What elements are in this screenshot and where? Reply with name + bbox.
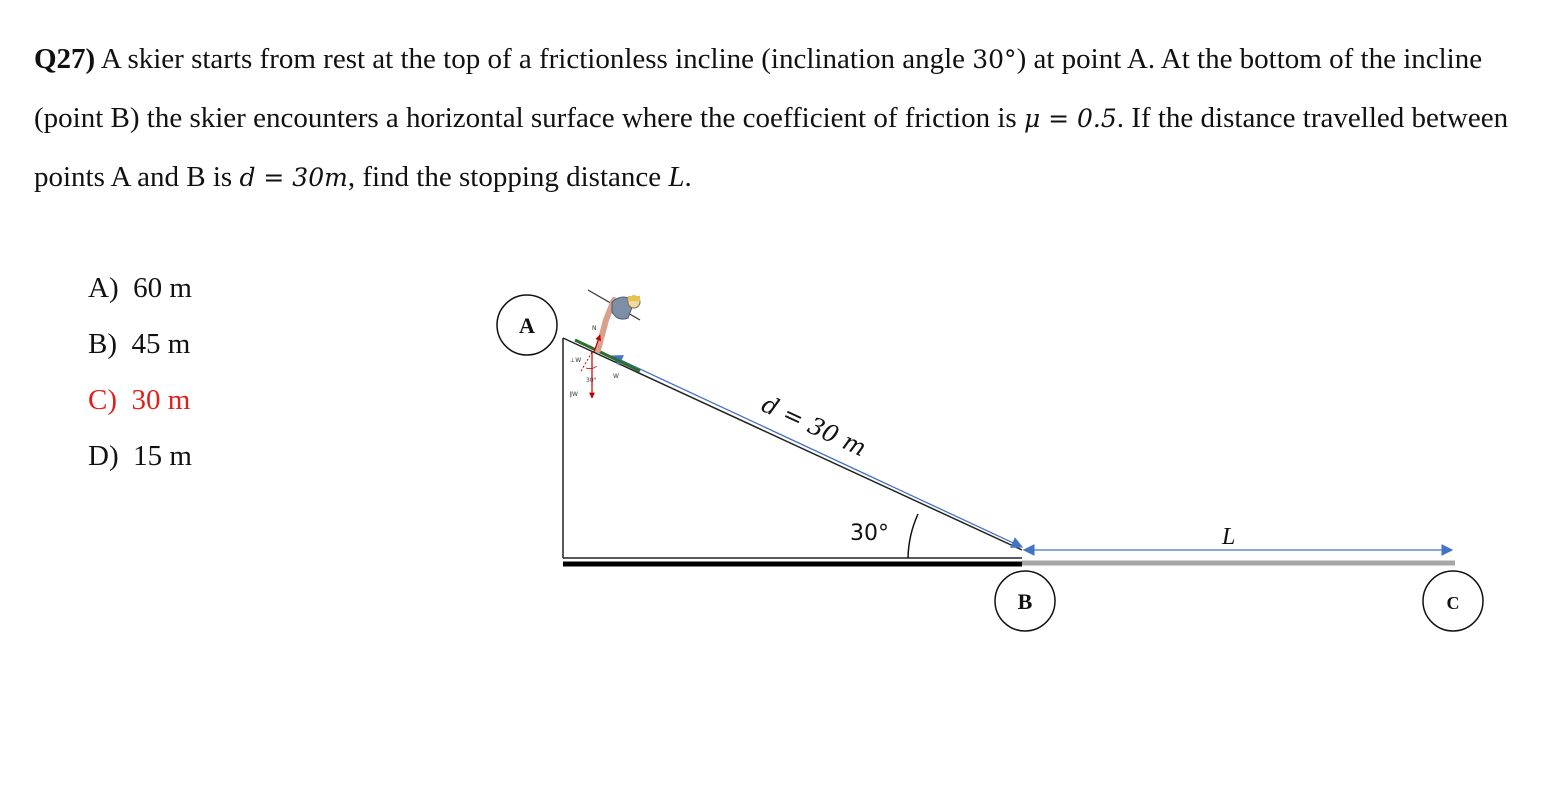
skis [575,340,640,371]
question-number: Q27) [34,43,96,75]
skier-hat [628,296,640,301]
force-label-angle: 30° [586,377,597,384]
question-angle: 30° [972,45,1017,74]
stopping-distance-variable: L [668,161,685,193]
parallel-weight-arrow [580,352,592,373]
point-c-marker [1423,571,1483,631]
force-label-n: N [592,325,597,332]
point-a-marker [497,295,557,355]
force-label-w: W [613,373,619,380]
incline-surface [563,338,1022,550]
length-label: L [1222,524,1236,550]
mu-expression: μ = 0.5 [1023,104,1117,133]
option-b[interactable]: B) 45 m [88,328,191,360]
point-b-marker [995,571,1055,631]
question-seg-4: , find the stopping distance [347,161,669,193]
force-label-par-w: ∥W [569,391,578,398]
question-seg-1: A skier starts from rest at the top of a frictionless incline (inclination angle [100,43,973,75]
svg-text:B: B [1017,589,1033,614]
svg-text:A: A [519,313,535,338]
angle-arc [908,514,918,558]
question-seg-2: ) at point A. At the bottom of the incline (point B) the skier encounters a horizontal surface where the coefficient of friction is [34,43,1483,134]
option-c[interactable]: C) 30 m [88,384,191,416]
distance-arrow [612,356,1022,547]
svg-text:C: C [1446,593,1460,613]
angle-label: 30° [850,521,889,546]
distance-label: d = 30 m [757,390,871,463]
force-label-perp-w: ⊥W [570,357,582,364]
option-d[interactable]: D) 15 m [88,440,192,472]
question-seg-5: . [684,161,692,193]
distance-expression: d = 30m [239,163,348,192]
option-a[interactable]: A) 60 m [88,272,192,304]
skier-figure [569,290,640,398]
question-seg-3: . If the distance travelled between points A and B is [34,102,1509,193]
